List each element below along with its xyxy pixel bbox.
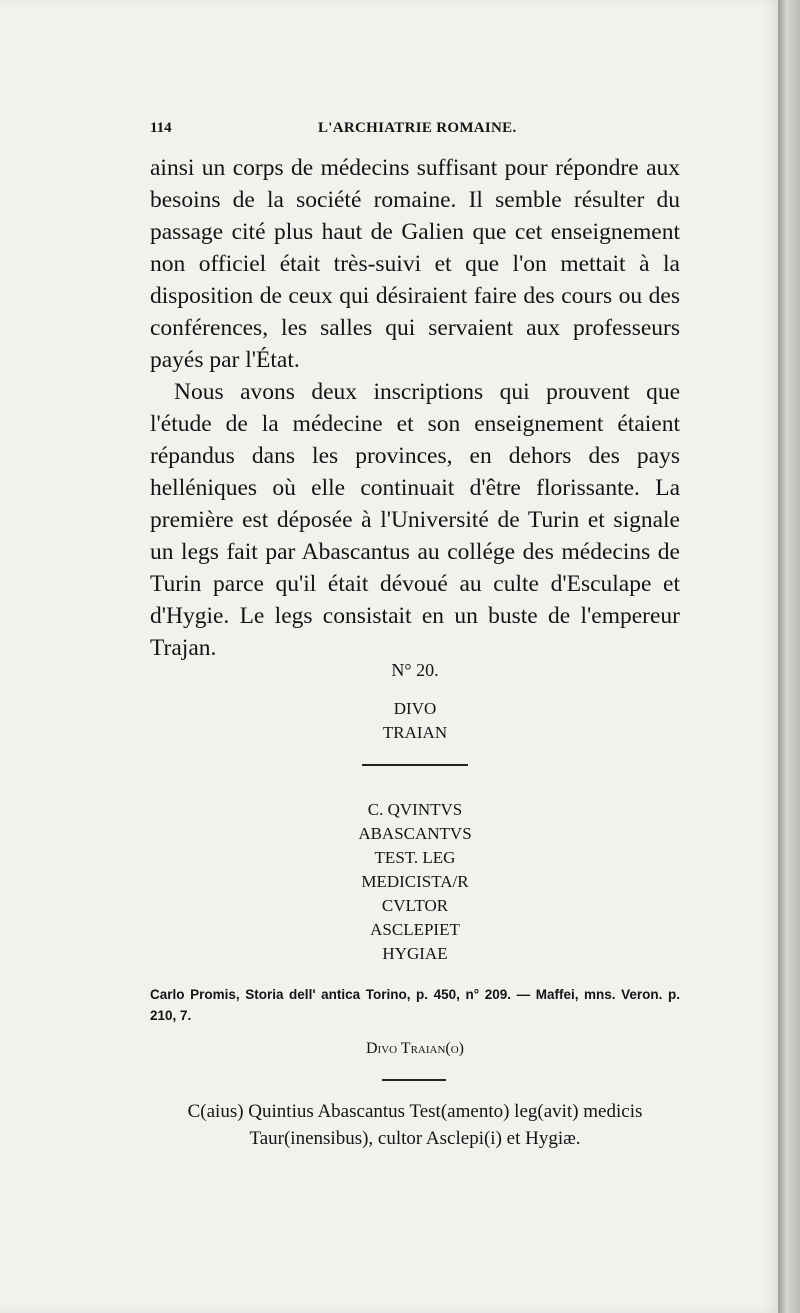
page-number: 114 [150, 120, 172, 136]
inscription-line: CVLTOR [381, 896, 449, 915]
inscription-bottom [150, 798, 680, 966]
running-title: L'ARCHIATRIE ROMAINE. [318, 120, 517, 136]
inscription-line: MEDICISTA/R [361, 872, 469, 891]
paragraph-1: ainsi un corps de médecins suffisant pour répondre aux besoins de la société romaine. Il semble résulter du passage cité plus haut de Galien que cet enseignement non officiel était très-suivi et que l'on mettait à la disposition de ceux qui désiraient faire des cours ou des conférences, les salles qui servaient aux professeurs payés par l'État. [150, 155, 680, 373]
inscription-line: HYGIAE [382, 944, 448, 963]
inscription-line: DIVO [393, 699, 437, 718]
transcription-text: C(aius) Quintius Abascantus Test(amento) leg(avit) medicis Taur(inensibus), cultor Asclepi(i) et Hygiæ. [187, 1101, 643, 1149]
transcription-divider [382, 1079, 446, 1081]
inscription-line: ABASCANTVS [358, 824, 472, 843]
main-text [150, 152, 680, 664]
inscription-line: C. QVINTVS [367, 800, 463, 819]
running-header [150, 120, 680, 142]
inscription-line: TEST. LEG [374, 848, 456, 867]
page-edge [778, 0, 800, 1313]
transcription-heading: Divo Traian(o) [365, 1040, 465, 1057]
source-note: Carlo Promis, Storia dell' antica Torino, p. 450, n° 209. — Maffei, mns. Veron. p. 210, 7. [150, 987, 680, 1023]
inscription-number: N° 20. [391, 660, 439, 680]
inscription-divider [362, 764, 468, 766]
inscription-line: TRAIAN [382, 723, 448, 742]
inscription-top [150, 697, 680, 745]
inscription-line: ASCLEPIET [370, 920, 460, 939]
paragraph-2: Nous avons deux inscriptions qui prouvent que l'étude de la médecine et son enseignement étaient répandus dans les provinces, en dehors des pays helléniques où elle continuait d'être florissante. La première est déposée à l'Université de Turin et signale un legs fait par Abascantus au collége des médecins de Turin parce qu'il était dévoué au culte d'Esculape et d'Hygie. Le legs consistait en un buste de l'empereur Trajan. [150, 379, 680, 661]
